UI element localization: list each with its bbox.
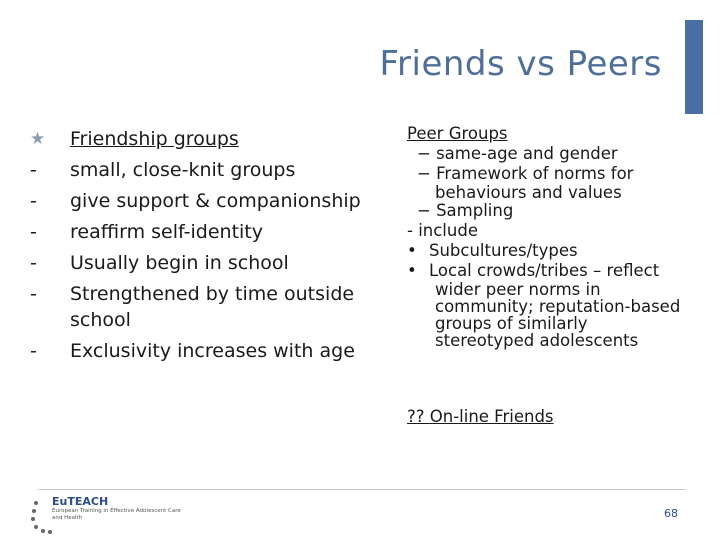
list-item <box>30 157 375 183</box>
star-bullet-icon: ★ <box>30 129 46 149</box>
bullet-dot: • <box>407 261 417 280</box>
stars-icon <box>30 497 52 537</box>
logo-title: EuTEACH <box>52 495 109 508</box>
peer-bullet-wrap: community; reputation-based <box>435 297 681 316</box>
peer-line: − Framework of norms for <box>417 164 634 183</box>
list-item-text: reaffirm self-identity <box>70 221 263 243</box>
list-item <box>30 250 375 276</box>
list-item-text: Exclusivity increases with age <box>70 340 355 362</box>
peer-groups-heading: Peer Groups <box>407 124 508 143</box>
slide-title: Friends vs Peers <box>379 44 662 84</box>
peer-bullet-text: Subcultures/types <box>429 241 578 260</box>
dash-bullet: - <box>30 252 37 274</box>
list-item <box>30 338 375 364</box>
dash-bullet: - <box>30 190 37 212</box>
dash-bullet: - <box>30 159 37 181</box>
peer-bullet-wrap: wider peer norms in <box>435 280 601 299</box>
list-item-text: give support & companionship <box>70 190 361 212</box>
friendship-groups-heading: Friendship groups <box>70 128 239 150</box>
dash-bullet: - <box>30 340 37 362</box>
list-item-text: Usually begin in school <box>70 252 289 274</box>
peer-bullet-wrap: stereotyped adolescents <box>435 331 639 350</box>
page-number: 68 <box>664 507 678 520</box>
peer-line: − Sampling <box>417 201 514 220</box>
peer-line: − same-age and gender <box>417 144 618 163</box>
dash-bullet: - <box>30 283 37 305</box>
list-item <box>30 219 375 245</box>
dash-bullet: - <box>30 221 37 243</box>
list-item-text: Strengthened by time outside school <box>70 283 355 331</box>
peer-line-wrap: behaviours and values <box>435 183 622 202</box>
title-accent-bar <box>685 20 703 114</box>
bullet-dot: • <box>407 241 417 260</box>
peer-bullet-text: Local crowds/tribes – reflect <box>429 261 660 280</box>
list-item-text: small, close-knit groups <box>70 159 296 181</box>
eutea-logo <box>30 493 190 537</box>
online-friends-text: ?? On-line Friends <box>407 407 554 426</box>
list-heading-row <box>30 126 375 152</box>
footer-divider <box>38 489 686 490</box>
list-item <box>30 281 375 333</box>
peer-groups-block <box>407 124 707 349</box>
peer-bullet-wrap: groups of similarly <box>435 314 588 333</box>
peer-line: - include <box>407 221 478 240</box>
friendship-list <box>30 126 375 369</box>
list-item <box>30 188 375 214</box>
logo-subtitle: European Training in Effective Adolescent Care and Health <box>52 508 181 521</box>
